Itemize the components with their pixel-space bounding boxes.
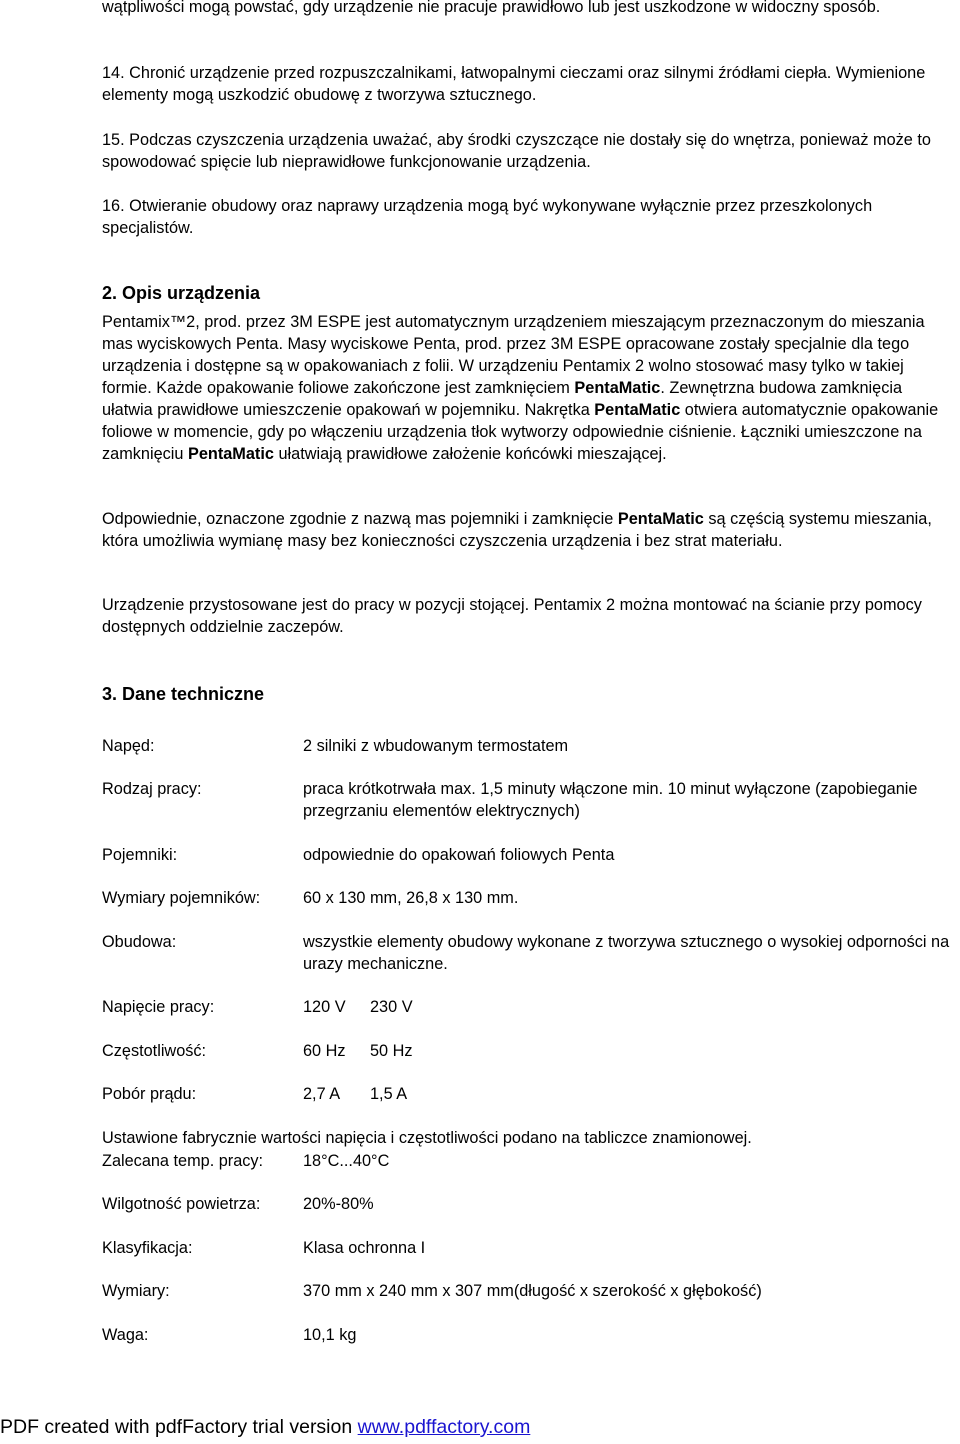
safety-item-15: 15. Podczas czyszczenia urządzenia uważać, aby środki czyszczące nie dostały się do wnętrza, ponieważ może to spowodować spięcie lub nieprawidłowe funkcjonowanie urządzenia. <box>102 131 931 171</box>
spec-value: 2 silniki z wbudowanym termostatem <box>303 737 569 755</box>
spec-label: Waga: <box>102 1326 149 1344</box>
spec-label: Wymiary pojemników: <box>102 889 261 907</box>
spec-value: Klasa ochronna I <box>303 1239 426 1257</box>
safety-item-16: 16. Otwieranie obudowy oraz naprawy urządzenia mogą być wykonywane wyłącznie przez przeszkolonych specjalistów. <box>102 197 873 237</box>
spec-label: Zalecana temp. pracy: <box>102 1152 264 1170</box>
factory-settings-note: Ustawione fabrycznie wartości napięcia i częstotliwości podano na tabliczce znamionowej. <box>102 1129 752 1147</box>
spec-value-1: 120 V <box>303 998 346 1016</box>
spec-value-1: 2,7 A <box>303 1085 341 1103</box>
pentamatic-term: PentaMatic <box>187 445 274 463</box>
spec-label: Napięcie pracy: <box>102 998 215 1016</box>
safety-item-14: 14. Chronić urządzenie przed rozpuszczalnikami, łatwopalnymi cieczami oraz silnymi źródłami ciepła. Wymienione elementy mogą uszkodzić obudowę z tworzywa sztucznego. <box>102 64 926 104</box>
section-2-heading: 2. Opis urządzenia <box>102 283 261 303</box>
section-2-paragraph-3: Urządzenie przystosowane jest do pracy w pozycji stojącej. Pentamix 2 można montować na ścianie przy pomocy dostępnych oddzielnie zaczepów. <box>102 596 922 636</box>
spec-label: Obudowa: <box>102 933 177 951</box>
spec-label: Rodzaj pracy: <box>102 780 202 798</box>
section-2-paragraph-2: Odpowiednie, oznaczone zgodnie z nazwą mas pojemniki i zamknięcie PentaMatic są częścią systemu mieszania, która umożliwia wymianę masy bez konieczności czyszczenia urządzenia i bez strat materiału. <box>102 510 932 550</box>
spec-label: Klasyfikacja: <box>102 1239 193 1257</box>
section-2-paragraph-1: Pentamix™2, prod. przez 3M ESPE jest automatycznym urządzeniem mieszającym przeznaczonym do mieszania mas wyciskowych Penta. Masy wyciskowe Penta, prod. przez 3M ESPE opracowane zostały specjalnie dla tego urządzenia i dostępne są w opakowaniach z folii. W urządzeniu Pentamix 2 wolno stosować masy tylko w takiej formie. Każde opakowanie foliowe zakończone jest zamknięciem PentaMatic. Zewnętrzna budowa zamknięcia ułatwia prawidłowe umieszczenie opakowań w pojemniku. Nakrętka PentaMatic otwiera automatycznie opakowanie foliowe w momencie, gdy po włączeniu urządzenia tłok wytworzy odpowiednie ciśnienie. Łączniki umieszczone na zamknięciu PentaMatic ułatwiają prawidłowe założenie końcówki mieszającej. <box>102 313 939 463</box>
spec-value: odpowiednie do opakowań foliowych Penta <box>303 846 615 864</box>
pentamatic-term: PentaMatic <box>617 510 704 528</box>
section-3-heading: 3. Dane techniczne <box>102 684 265 704</box>
spec-value-2: 230 V <box>370 998 413 1016</box>
spec-value: 370 mm x 240 mm x 307 mm(długość x szerokość x głębokość) <box>303 1282 762 1300</box>
spec-value: 18°C...40°C <box>303 1152 390 1170</box>
footer-text: PDF created with pdfFactory trial version <box>0 1416 358 1438</box>
pentamatic-term: PentaMatic <box>594 401 681 419</box>
spec-value-1: 60 Hz <box>303 1042 346 1060</box>
spec-label: Napęd: <box>102 737 155 755</box>
spec-label: Pobór prądu: <box>102 1085 197 1103</box>
pdf-footer <box>0 1415 960 1439</box>
spec-value: wszystkie elementy obudowy wykonane z tworzywa sztucznego o wysokiej odporności na urazy mechaniczne. <box>303 933 950 973</box>
spec-value: 60 x 130 mm, 26,8 x 130 mm. <box>303 889 519 907</box>
spec-value: 20%-80% <box>303 1195 374 1213</box>
pentamatic-term: PentaMatic <box>574 379 661 397</box>
footer-link[interactable]: www.pdffactory.com <box>357 1416 531 1438</box>
spec-label: Częstotliwość: <box>102 1042 207 1060</box>
intro-continuation: wątpliwości mogą powstać, gdy urządzenie nie pracuje prawidłowo lub jest uszkodzone w widoczny sposób. <box>102 0 881 16</box>
spec-label: Wilgotność powietrza: <box>102 1195 261 1213</box>
spec-value: 10,1 kg <box>303 1326 357 1344</box>
spec-value-2: 50 Hz <box>370 1042 413 1060</box>
spec-label: Pojemniki: <box>102 846 178 864</box>
spec-value-2: 1,5 A <box>370 1085 408 1103</box>
spec-label: Wymiary: <box>102 1282 170 1300</box>
spec-value: praca krótkotrwała max. 1,5 minuty włączone min. 10 minut wyłączone (zapobieganie przegrzaniu elementów elektrycznych) <box>303 780 918 820</box>
